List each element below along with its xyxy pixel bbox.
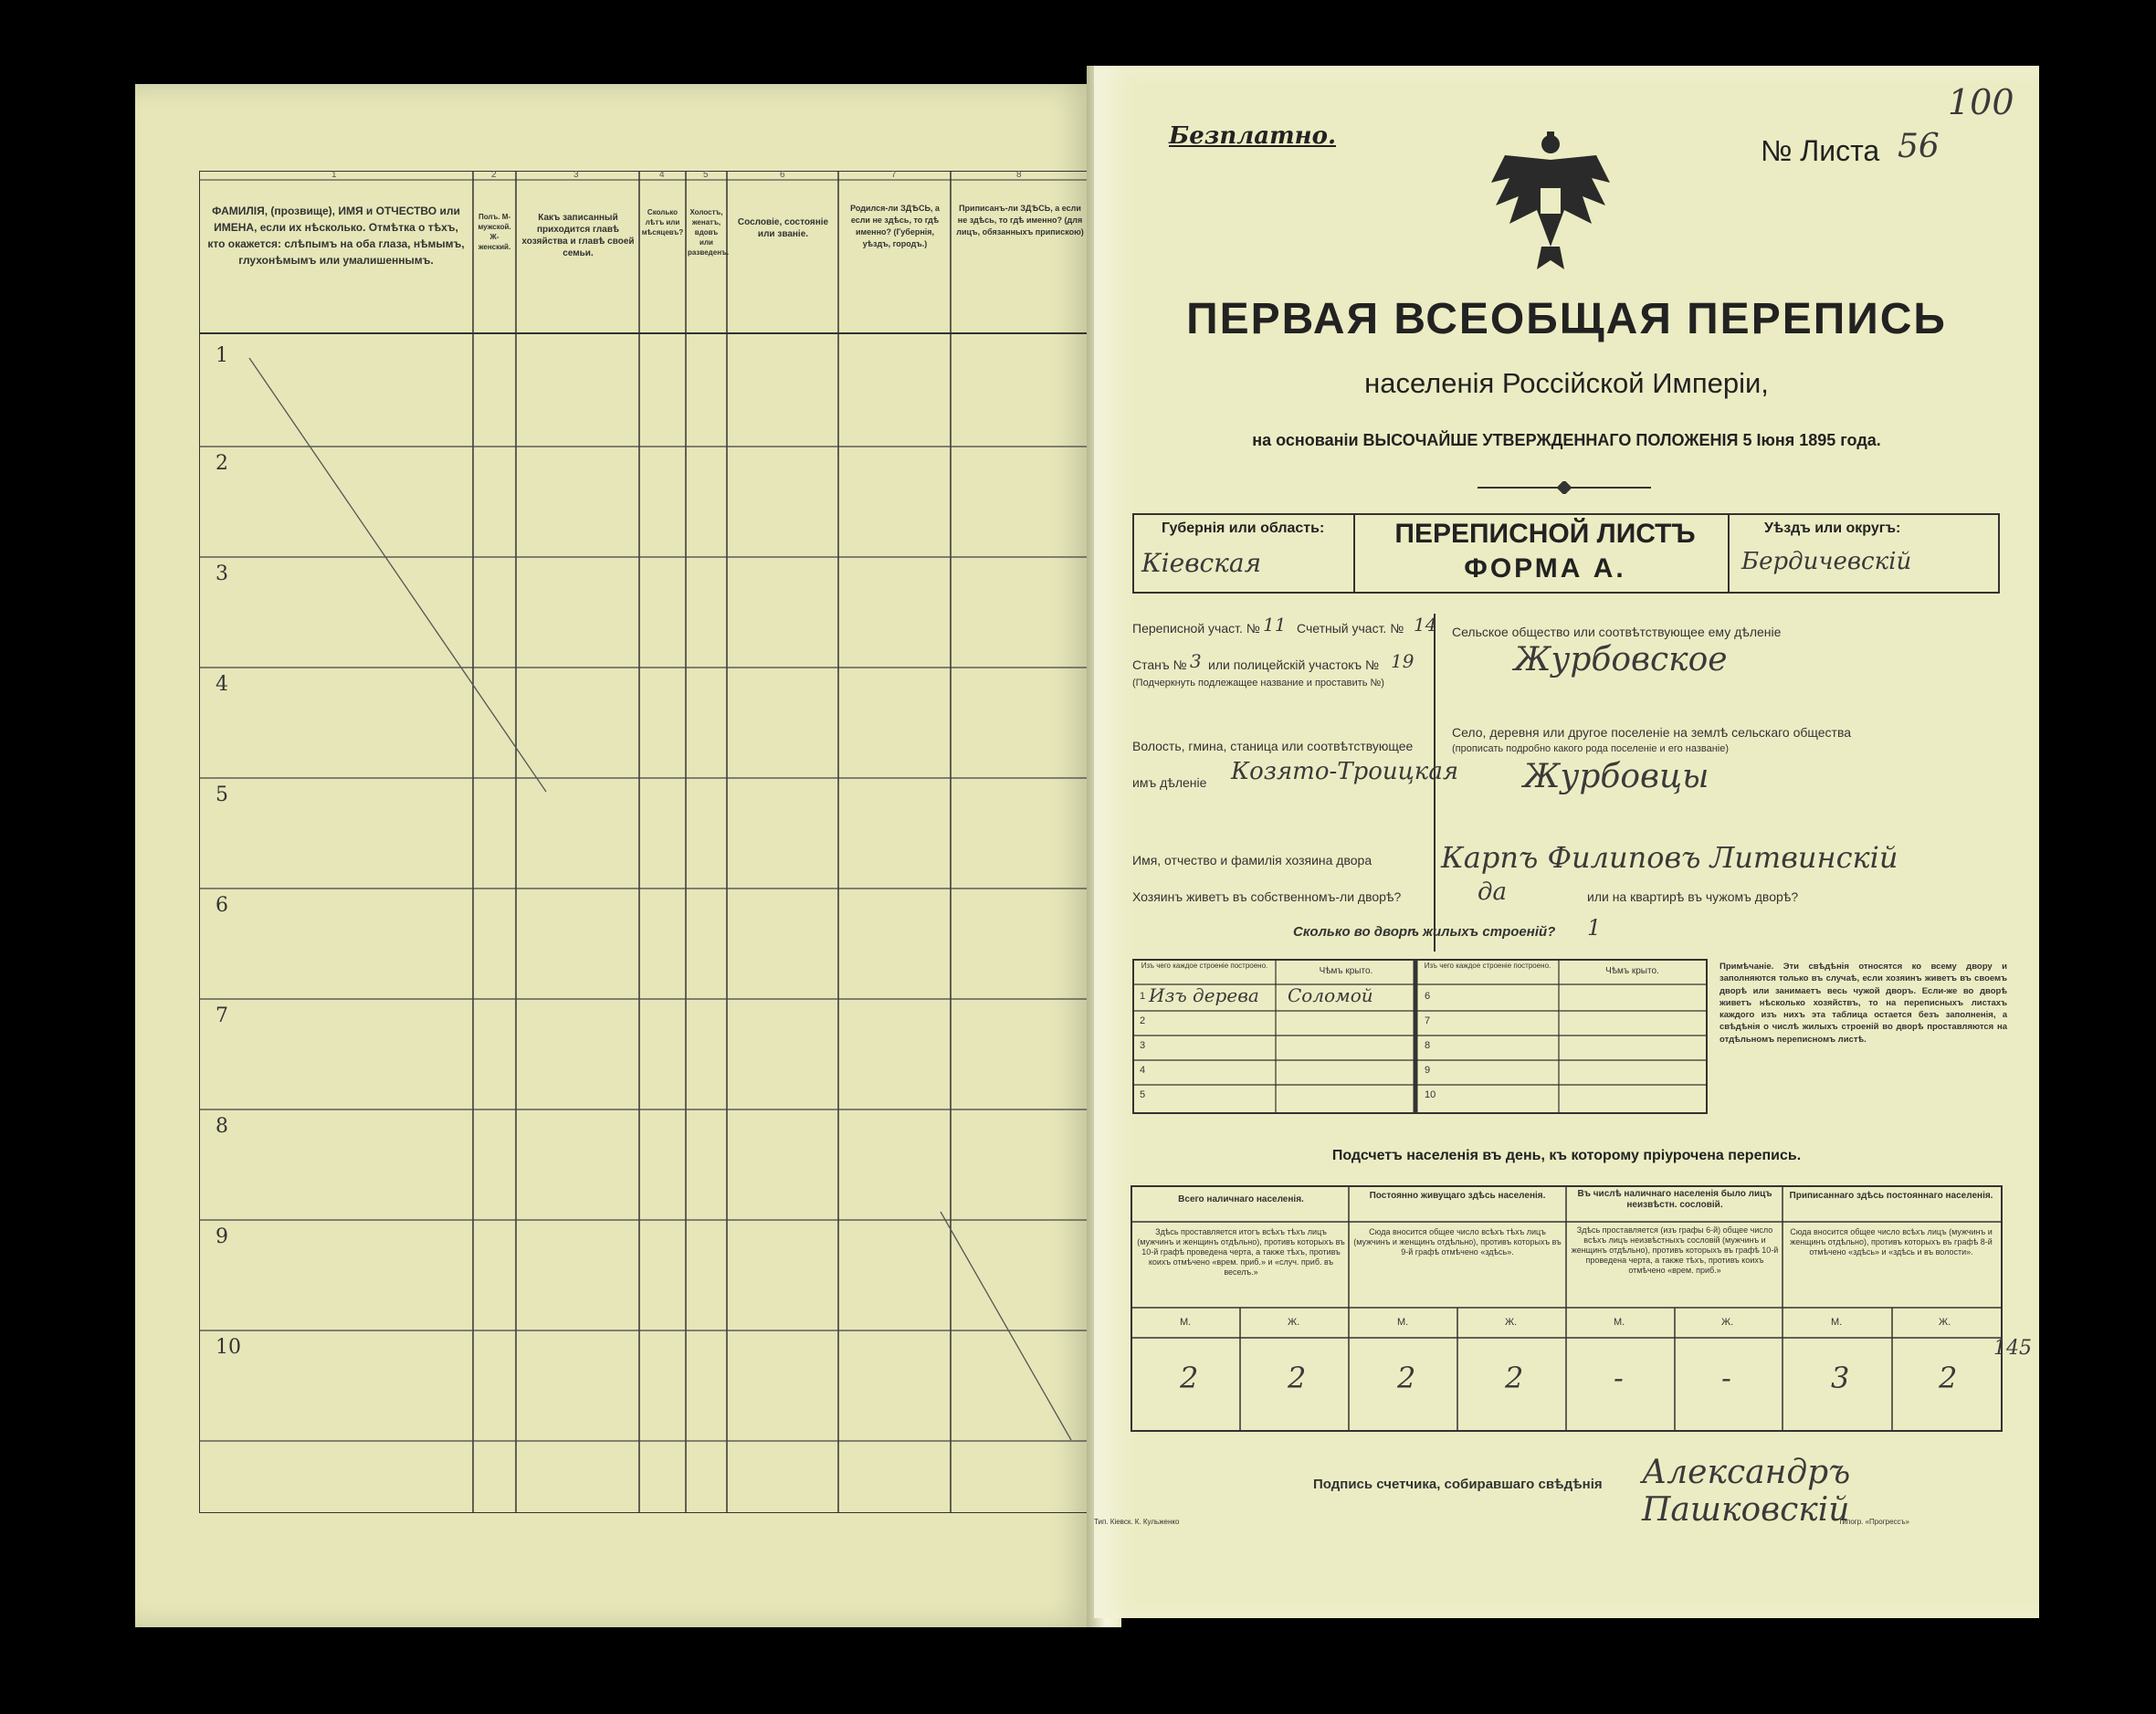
building-1-roof: Соломой [1288, 984, 1373, 1006]
building-row-6: 6 [1425, 991, 1431, 1002]
uezd-label: Уѣздъ или округъ: [1764, 521, 1901, 536]
row-number-3: 3 [216, 563, 228, 585]
gubernia-value: Кіевская [1141, 548, 1262, 578]
header-registered: Приписанъ-ли ЗДѢСЬ, а если не здѣсь, то гдѣ именно? (для лицъ, обязанныхъ припискою) [956, 204, 1084, 237]
header-name: ФАМИЛІЯ, (прозвище), ИМЯ и ОТЧЕСТВО или ИМЕНА, если их нѣсколько. Отмѣтка о тѣхъ, кто окажется: слѣпымъ на оба глаза, нѣмымъ, глухонѣмымъ или умалишеннымъ. [207, 205, 465, 267]
buildings-col-material: Изъ чего каждое строеніе построено. [1141, 962, 1268, 970]
column-number-7: 7 [891, 170, 897, 180]
signature-label: Подпись счетчика, собиравшаго свѣдѣнія [1313, 1477, 1603, 1492]
column-number-8: 8 [1016, 170, 1022, 180]
buildings-note: Примѣчаніе. Эти свѣдѣнія относятся ко всему двору и заполняются только въ случаѣ, если хозяинъ живетъ въ своемъ дворѣ или занимаетъ весь чужой дворъ. Если-же во дворѣ живетъ нѣсколько хозяйствъ, то на переписныхъ листахъ каждого изъ нихъ эта таблица остается безъ заполненія, а свѣдѣнія о числѣ жилыхъ строеній во дворѣ проставляются на отдѣльномъ переписномъ листѣ. [1720, 962, 2007, 1045]
summary-col-1-title: Всего наличнаго населенія. [1178, 1194, 1304, 1204]
building-row-1: 1 [1140, 991, 1146, 1002]
police-label: или полицейскій участокъ № [1208, 657, 1380, 672]
buildings-table [1132, 959, 1708, 1114]
volost-value: Козято-Троицкая [1231, 758, 1459, 785]
village-label: Село, деревня или другое поселеніе на землѣ сельскаго общества [1452, 725, 1852, 740]
population-summary-table [1131, 1185, 2003, 1432]
header-sex: Полъ. М-мужской. Ж-женский. [478, 213, 511, 251]
summary-sex-f-3: Ж. [1721, 1317, 1734, 1328]
stan-label: Станъ № [1132, 657, 1187, 672]
uezd-value: Бердичевскій [1741, 548, 1912, 575]
police-value: 19 [1391, 650, 1415, 672]
summary-value-1: 2 [1180, 1361, 1199, 1395]
village-value: Журбовцы [1523, 758, 1709, 795]
building-row-10: 10 [1425, 1089, 1436, 1100]
column-number-4: 4 [659, 170, 665, 180]
row-number-7: 7 [216, 1004, 228, 1027]
summary-col-2-title: Постоянно живущаго здѣсь населенія. [1369, 1191, 1546, 1201]
imperial-eagle-emblem [1487, 128, 1614, 274]
printer-footer-right: Типогр. «Прогрессъ» [1838, 1518, 1909, 1526]
enumerator-signature: Александръ Пашковскій [1642, 1454, 1851, 1529]
summary-value-6: - [1721, 1361, 1731, 1395]
header-relation: Какъ записанный приходится главѣ хозяйства и главѣ своей семьи. [521, 213, 635, 258]
count-district-label: Счетный участ. № [1297, 621, 1404, 636]
row-number-2: 2 [216, 452, 228, 475]
gubernia-label: Губернія или область: [1162, 521, 1325, 536]
buildings-grid [1134, 961, 1706, 1112]
printer-footer-left: Тип. Кіевск. К. Кульженко [1094, 1518, 1180, 1526]
buildings-label: Сколько во дворѣ жилыхъ строеній? [1293, 924, 1556, 940]
summary-col-4-desc: Сюда вносится общее число всѣхъ лицъ (мужчинъ и женщинъ отдѣльно), противъ которыхъ въ графѣ 8-й отмѣчено «здѣсь» и «здѣсь и въ волости». [1790, 1227, 1993, 1257]
summary-title: Подсчетъ населенія въ день, къ которому пріурочена перепись. [1331, 1148, 1802, 1163]
census-subtitle: населенія Россійской Имперіи, [1364, 367, 1769, 399]
ornament-divider [1478, 481, 1651, 494]
column-number-5: 5 [703, 170, 709, 180]
summary-col-2-desc: Сюда вносится общее число всѣхъ тѣхъ лицъ (мужчинъ и женщинъ отдѣльно), противъ которыхъ въ 9-й графѣ отмѣчено «здѣсь». [1353, 1227, 1562, 1257]
community-label: Сельское общество или соотвѣтствующее ему дѣленіе [1452, 625, 1782, 639]
building-row-2: 2 [1140, 1015, 1146, 1026]
owner-lives-value: да [1478, 878, 1507, 906]
header-birthplace: Родился-ли ЗДѢСЬ, а если не здѣсь, то гдѣ именно? (Губернія, уѣздъ, городъ.) [850, 204, 940, 248]
form-subtitle: ФОРМА А. [1464, 553, 1626, 584]
row-number-6: 6 [216, 894, 228, 917]
summary-sex-f-1: Ж. [1288, 1317, 1300, 1328]
owner-lives-alt: или на квартирѣ въ чужомъ дворѣ? [1587, 889, 1799, 904]
column-number-2: 2 [491, 170, 497, 180]
sheet-number-value: 56 [1898, 128, 1940, 165]
table-grid-lines [199, 171, 1089, 1513]
summary-value-7: 3 [1831, 1361, 1850, 1395]
sheet-number-label: № Листа [1761, 134, 1880, 167]
summary-col-1-desc: Здѣсь проставляется итогъ всѣхъ тѣхъ лицъ (мужчинъ и женщинъ отдѣльно), противъ которыхъ въ 10-й графѣ проведена черта, а также тѣхъ, противъ коихъ отмѣчено «врем. приб.» и «случ. приб. въ веселъ.» [1137, 1227, 1345, 1277]
summary-value-4: 2 [1505, 1361, 1524, 1395]
header-estate: Сословіе, состояніе или званіе. [737, 217, 829, 239]
summary-value-5: - [1614, 1361, 1624, 1395]
census-title: ПЕРВАЯ ВСЕОБЩАЯ ПЕРЕПИСЬ [1186, 295, 1947, 343]
row-number-4: 4 [216, 673, 228, 696]
buildings-col-roof-2: Чѣмъ крыто. [1605, 966, 1659, 976]
summary-sex-f-2: Ж. [1505, 1317, 1518, 1328]
building-row-9: 9 [1425, 1065, 1431, 1076]
row-number-8: 8 [216, 1115, 228, 1138]
stan-note: (Подчеркнуть подлежащее название и проставить №) [1132, 678, 1384, 689]
row-number-1: 1 [216, 344, 228, 367]
village-note: (прописать подробно какого рода поселеніе и его названіе) [1452, 743, 1730, 754]
summary-sex-f-4: Ж. [1939, 1317, 1951, 1328]
summary-col-4-title: Приписаннаго здѣсь постояннаго населенія. [1789, 1191, 1993, 1201]
margin-note: 145 [1993, 1337, 2032, 1360]
buildings-col-material-2: Изъ чего каждое строеніе построено. [1424, 962, 1551, 970]
summary-value-2: 2 [1288, 1361, 1307, 1395]
building-row-7: 7 [1425, 1015, 1431, 1026]
census-basis: на основаніи ВЫСОЧАЙШЕ УТВЕРЖДЕННАГО ПОЛОЖЕНІЯ 5 Іюня 1895 года. [1252, 431, 1881, 449]
count-district-value: 14 [1414, 614, 1437, 636]
buildings-value: 1 [1587, 915, 1602, 941]
header-age: Сколько лѣтъ или мѣсяцевъ? [641, 208, 684, 237]
summary-value-3: 2 [1397, 1361, 1416, 1395]
form-title: ПЕРЕПИСНОЙ ЛИСТЪ [1394, 519, 1696, 549]
row-number-9: 9 [216, 1225, 228, 1248]
summary-grid [1132, 1187, 2001, 1430]
summary-sex-m-2: М. [1397, 1317, 1409, 1328]
summary-col-3-desc: Здѣсь проставляется (изъ графы 6-й) общее число всѣхъ лицъ неизвѣстныхъ сословій (мужчинъ и женщинъ отдѣльно), противъ которыхъ въ графѣ 10-й проведена черта, а также тѣхъ, противъ коихъ отмѣчено «врем. приб.» [1571, 1225, 1779, 1275]
right-page [1094, 66, 2039, 1618]
household-members-table [199, 171, 1089, 1513]
stan-value: 3 [1190, 650, 1202, 672]
census-district-value: 11 [1263, 614, 1287, 636]
building-row-5: 5 [1140, 1089, 1146, 1100]
free-label: Безплатно. [1169, 122, 1336, 150]
row-number-5: 5 [216, 783, 228, 806]
building-row-3: 3 [1140, 1040, 1146, 1051]
buildings-col-roof: Чѣмъ крыто. [1319, 966, 1373, 976]
handwritten-page-number: 100 [1948, 82, 2014, 122]
building-row-4: 4 [1140, 1065, 1146, 1076]
owner-lives-label: Хозяинъ живетъ въ собственномъ-ли дворѣ? [1132, 889, 1402, 904]
summary-sex-m-1: М. [1180, 1317, 1192, 1328]
summary-sex-m-4: М. [1831, 1317, 1843, 1328]
summary-sex-m-3: М. [1614, 1317, 1625, 1328]
row-number-10: 10 [216, 1336, 241, 1359]
census-district-label: Переписной участ. № [1132, 621, 1260, 636]
summary-value-8: 2 [1939, 1361, 1958, 1395]
building-1-material: Изъ дерева [1149, 984, 1259, 1006]
owner-value: Карпъ Филиповъ Литвинскій [1441, 840, 1898, 875]
column-number-3: 3 [573, 170, 579, 180]
building-row-8: 8 [1425, 1040, 1431, 1051]
column-number-6: 6 [780, 170, 785, 180]
header-marital: Холостъ, женатъ, вдовъ или разведенъ. [688, 208, 730, 257]
column-number-1: 1 [331, 170, 337, 180]
community-value: Журбовское [1514, 641, 1728, 678]
left-page [135, 84, 1094, 1627]
summary-col-3-title: Въ числѣ наличнаго населенія было лицъ неизвѣстн. сословій. [1577, 1189, 1772, 1210]
volost-label: Волость, гмина, станица или соотвѣтствующее имъ дѣленіе [1132, 739, 1414, 790]
region-header-box [1132, 513, 2000, 594]
owner-label: Имя, отчество и фамилія хозяина двора [1132, 853, 1372, 868]
